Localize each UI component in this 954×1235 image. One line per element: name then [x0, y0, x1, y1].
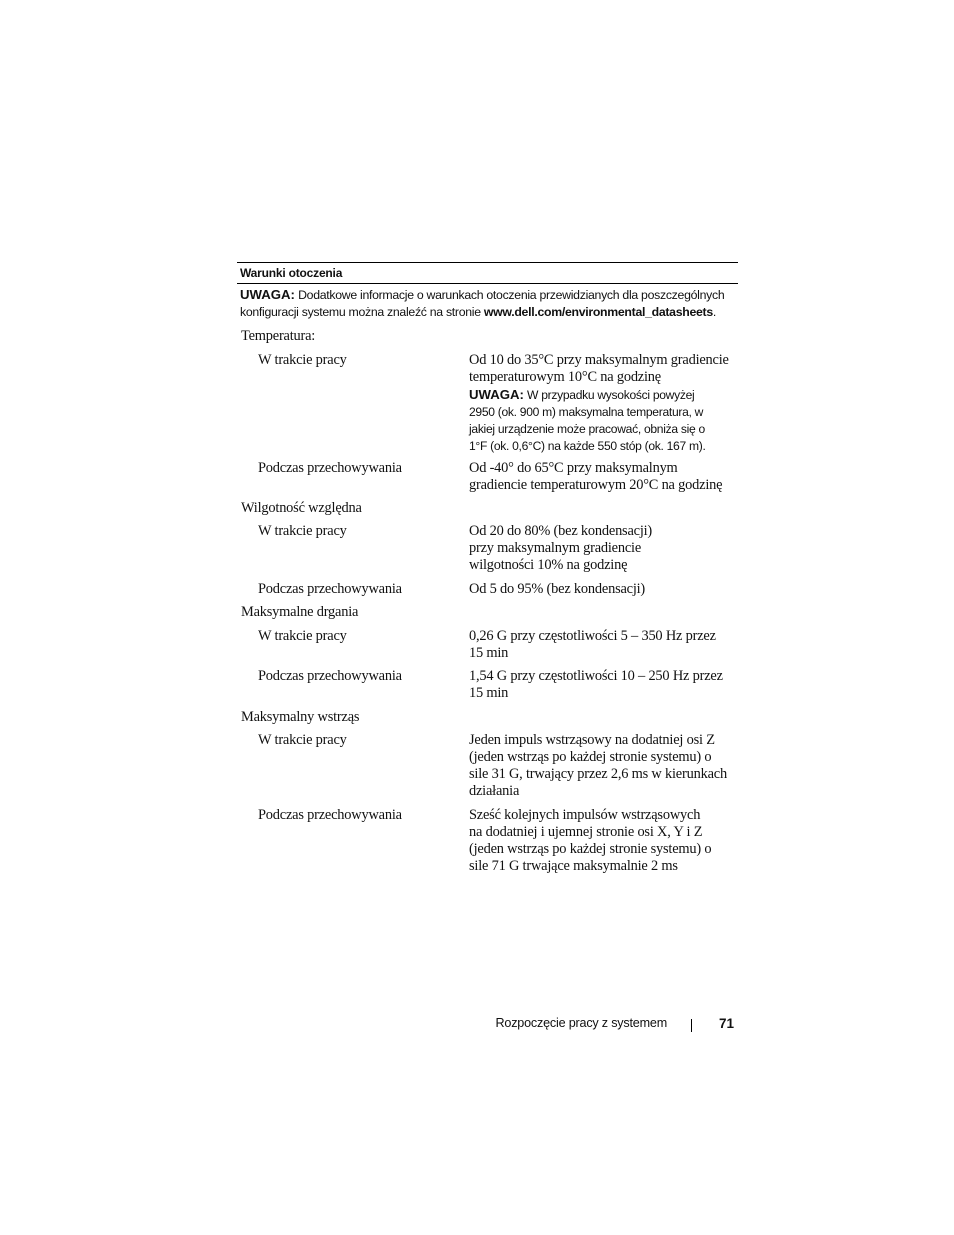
value-line: 15 min — [469, 645, 509, 661]
value-line: Od -40° do 65°C przy maksymalnym — [469, 460, 678, 476]
value-line: sile 31 G, trwający przez 2,6 ms w kierunkach — [469, 766, 727, 782]
value-line: Od 5 do 95% (bez kondensacji) — [469, 581, 646, 597]
category-temperature: Temperatura: — [241, 328, 316, 344]
page-number: 71 — [718, 1016, 734, 1031]
section-title: Warunki otoczenia — [240, 266, 343, 280]
note-label: UWAGA: — [240, 287, 295, 302]
value-line: działania — [469, 783, 520, 799]
footer-separator — [691, 1019, 692, 1032]
value-line: wilgotności 10% na godzinę — [469, 557, 628, 573]
value-line: Od 20 do 80% (bez kondensacji) — [469, 523, 653, 539]
value-line: 15 min — [469, 685, 509, 701]
environment-table — [237, 262, 738, 874]
altitude-note — [469, 386, 741, 455]
humidity-storage-label: Podczas przechowywania — [258, 581, 402, 597]
shock-operating-value — [469, 732, 741, 800]
temperature-operating-value — [469, 352, 741, 455]
temperature-storage-label: Podczas przechowywania — [258, 460, 402, 476]
altitude-note-label: UWAGA: — [469, 387, 524, 402]
value-line: na dodatniej i ujemnej stronie osi X, Y i Z — [469, 824, 703, 840]
humidity-operating-value — [469, 523, 741, 574]
humidity-storage-value — [469, 581, 741, 598]
value-line: (jeden wstrząs po każdej stronie systemu) o — [469, 749, 712, 765]
value-line: sile 71 G trwające maksymalnie 2 ms — [469, 858, 678, 874]
vibration-operating-value — [469, 628, 741, 662]
value-line: Od 10 do 35°C przy maksymalnym gradiencie — [469, 352, 729, 368]
value-line: 1,54 G przy częstotliwości 10 – 250 Hz przez — [469, 668, 723, 684]
environment-note — [237, 284, 738, 321]
note-text-1: Dodatkowe informacje o warunkach otoczenia przewidzianych dla poszczególnych — [298, 288, 725, 302]
shock-storage-label: Podczas przechowywania — [258, 807, 402, 823]
value-line: 2950 (ok. 900 m) maksymalna temperatura, w — [469, 405, 704, 419]
shock-storage-value — [469, 807, 741, 875]
category-humidity: Wilgotność względna — [241, 500, 362, 516]
datasheet-url: www.dell.com/environmental_datasheets — [483, 305, 713, 319]
value-line: 0,26 G przy częstotliwości 5 – 350 Hz przez — [469, 628, 716, 644]
value-line: temperaturowym 10°C na godzinę — [469, 369, 661, 385]
temperature-storage-value — [469, 460, 741, 494]
value-line: gradiencie temperaturowym 20°C na godzinę — [469, 477, 723, 493]
shock-operating-label: W trakcie pracy — [258, 732, 347, 748]
value-line: przy maksymalnym gradiencie — [469, 540, 642, 556]
value-line: jakiej urządzenie może pracować, obniża się o — [469, 422, 705, 436]
value-line: 1°F (ok. 0,6°C) na każde 550 stóp (ok. 167 m). — [469, 439, 706, 453]
category-shock: Maksymalny wstrząs — [241, 709, 360, 725]
vibration-storage-value — [469, 668, 741, 702]
temperature-operating-label: W trakcie pracy — [258, 352, 347, 368]
footer-chapter: Rozpoczęcie pracy z systemem — [495, 1016, 667, 1030]
note-text-2: konfiguracji systemu można znaleźć na stronie — [240, 305, 481, 319]
note-text-end: . — [712, 305, 717, 319]
altitude-note-text: W przypadku wysokości powyżej — [527, 388, 695, 402]
value-line: (jeden wstrząs po każdej stronie systemu) o — [469, 841, 712, 857]
vibration-operating-label: W trakcie pracy — [258, 628, 347, 644]
vibration-storage-label: Podczas przechowywania — [258, 668, 402, 684]
value-line: Jeden impuls wstrząsowy na dodatniej osi Z — [469, 732, 715, 748]
category-vibration: Maksymalne drgania — [241, 604, 359, 620]
humidity-operating-label: W trakcie pracy — [258, 523, 347, 539]
value-line: Sześć kolejnych impulsów wstrząsowych — [469, 807, 701, 823]
